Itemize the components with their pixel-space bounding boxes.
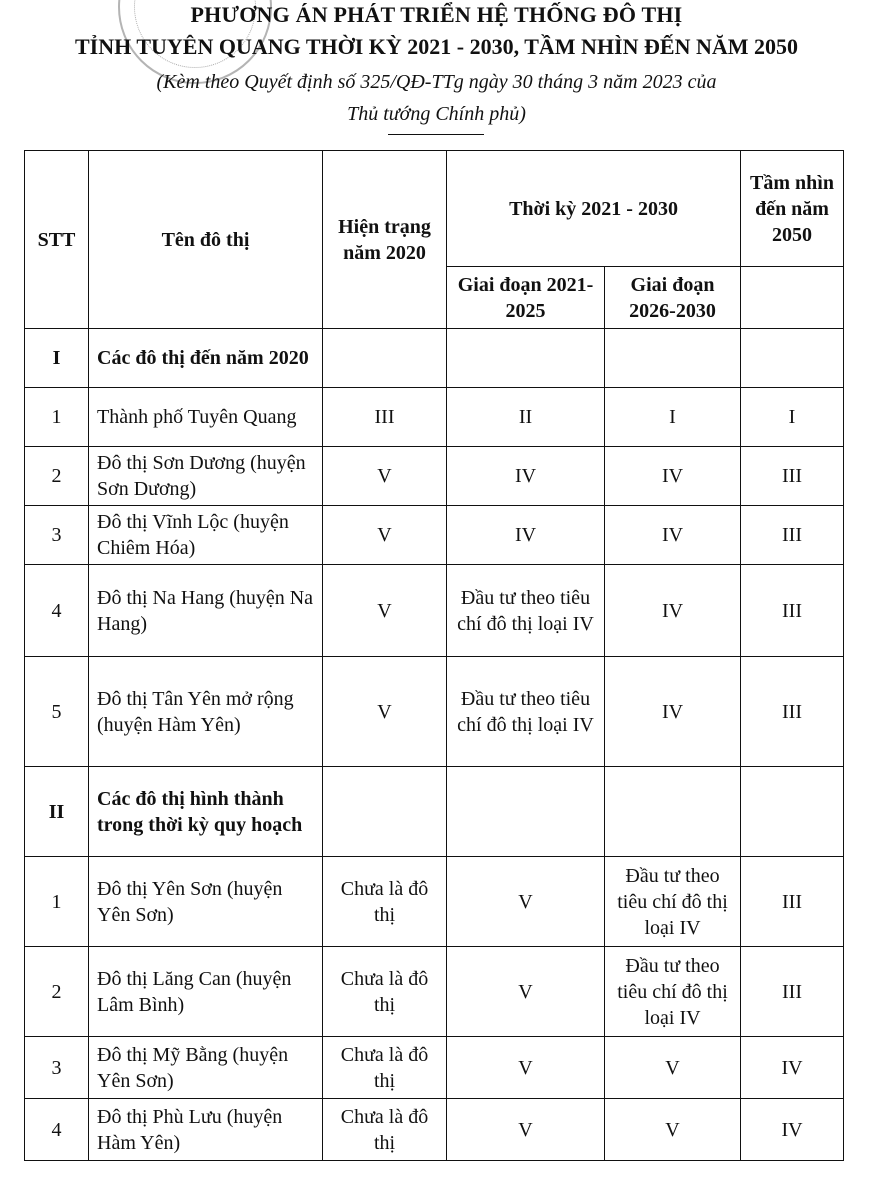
cell-phase2: IV xyxy=(605,447,741,506)
cell-vision: III xyxy=(741,506,844,565)
cell-name: Đô thị Tân Yên mở rộng (huyện Hàm Yên) xyxy=(89,657,323,767)
table-body xyxy=(25,329,844,1161)
header-period: Thời kỳ 2021 - 2030 xyxy=(447,151,741,267)
table-row xyxy=(25,657,844,767)
cell-vision: III xyxy=(741,857,844,947)
urban-system-table xyxy=(24,150,844,1161)
cell-phase1: Đầu tư theo tiêu chí đô thị loại IV xyxy=(447,657,605,767)
cell-phase2: Đầu tư theo tiêu chí đô thị loại IV xyxy=(605,857,741,947)
cell-phase2: V xyxy=(605,1099,741,1161)
header-name: Tên đô thị xyxy=(89,151,323,329)
cell-current: V xyxy=(323,447,447,506)
document-title-line2: TỈNH TUYÊN QUANG THỜI KỲ 2021 - 2030, TẦM NHÌN ĐẾN NĂM 2050 xyxy=(75,34,798,59)
cell-phase1: V xyxy=(447,947,605,1037)
table-row xyxy=(25,506,844,565)
cell-name: Thành phố Tuyên Quang xyxy=(89,388,323,447)
cell-phase2: IV xyxy=(605,565,741,657)
table-row xyxy=(25,388,844,447)
cell-stt: 3 xyxy=(25,506,89,565)
cell-phase2: I xyxy=(605,388,741,447)
empty-cell xyxy=(323,767,447,857)
document-subtitle xyxy=(0,66,873,130)
cell-name: Đô thị Mỹ Bằng (huyện Yên Sơn) xyxy=(89,1037,323,1099)
cell-current: V xyxy=(323,657,447,767)
section-name: Các đô thị đến năm 2020 xyxy=(89,329,323,388)
header-current: Hiện trạng năm 2020 xyxy=(323,151,447,329)
cell-stt: 1 xyxy=(25,857,89,947)
table-row xyxy=(25,447,844,506)
title-underline-rule xyxy=(388,134,484,135)
table-row xyxy=(25,947,844,1037)
cell-phase2: Đầu tư theo tiêu chí đô thị loại IV xyxy=(605,947,741,1037)
section-name: Các đô thị hình thành trong thời kỳ quy hoạch xyxy=(89,767,323,857)
empty-cell xyxy=(605,767,741,857)
cell-vision: III xyxy=(741,565,844,657)
cell-phase2: IV xyxy=(605,506,741,565)
cell-current: Chưa là đô thị xyxy=(323,1099,447,1161)
cell-phase2: V xyxy=(605,1037,741,1099)
cell-stt: 4 xyxy=(25,1099,89,1161)
cell-vision: IV xyxy=(741,1037,844,1099)
cell-name: Đô thị Phù Lưu (huyện Hàm Yên) xyxy=(89,1099,323,1161)
section-stt: I xyxy=(25,329,89,388)
cell-name: Đô thị Na Hang (huyện Na Hang) xyxy=(89,565,323,657)
cell-phase1: V xyxy=(447,1037,605,1099)
empty-cell xyxy=(741,767,844,857)
cell-stt: 4 xyxy=(25,565,89,657)
cell-vision: III xyxy=(741,447,844,506)
header-vision: Tầm nhìn đến năm 2050 xyxy=(741,151,844,267)
cell-current: Chưa là đô thị xyxy=(323,1037,447,1099)
cell-phase1: IV xyxy=(447,447,605,506)
cell-current: V xyxy=(323,506,447,565)
cell-phase1: IV xyxy=(447,506,605,565)
header-stt: STT xyxy=(25,151,89,329)
header-phase2: Giai đoạn 2026-2030 xyxy=(605,267,741,329)
cell-stt: 5 xyxy=(25,657,89,767)
table-row xyxy=(25,1099,844,1161)
table-header xyxy=(25,151,844,329)
header-phase1: Giai đoạn 2021-2025 xyxy=(447,267,605,329)
cell-phase1: Đầu tư theo tiêu chí đô thị loại IV xyxy=(447,565,605,657)
cell-current: Chưa là đô thị xyxy=(323,857,447,947)
cell-current: III xyxy=(323,388,447,447)
cell-phase1: II xyxy=(447,388,605,447)
cell-vision: III xyxy=(741,657,844,767)
empty-cell xyxy=(447,329,605,388)
cell-phase1: V xyxy=(447,857,605,947)
subtitle-line1: (Kèm theo Quyết định số 325/QĐ-TTg ngày 30 tháng 3 năm 2023 của xyxy=(156,71,717,93)
cell-name: Đô thị Yên Sơn (huyện Yên Sơn) xyxy=(89,857,323,947)
document-title-line1: PHƯƠNG ÁN PHÁT TRIỂN HỆ THỐNG ĐÔ THỊ xyxy=(190,2,683,27)
cell-stt: 2 xyxy=(25,947,89,1037)
section-row xyxy=(25,329,844,388)
cell-stt: 2 xyxy=(25,447,89,506)
cell-name: Đô thị Sơn Dương (huyện Sơn Dương) xyxy=(89,447,323,506)
header-vision-empty xyxy=(741,267,844,329)
table-row xyxy=(25,857,844,947)
cell-current: V xyxy=(323,565,447,657)
cell-name: Đô thị Vĩnh Lộc (huyện Chiêm Hóa) xyxy=(89,506,323,565)
cell-stt: 1 xyxy=(25,388,89,447)
cell-phase1: V xyxy=(447,1099,605,1161)
subtitle-line2: Thủ tướng Chính phủ) xyxy=(347,103,526,125)
empty-cell xyxy=(323,329,447,388)
cell-vision: I xyxy=(741,388,844,447)
cell-vision: III xyxy=(741,947,844,1037)
empty-cell xyxy=(605,329,741,388)
cell-stt: 3 xyxy=(25,1037,89,1099)
table-row xyxy=(25,565,844,657)
empty-cell xyxy=(447,767,605,857)
cell-name: Đô thị Lăng Can (huyện Lâm Bình) xyxy=(89,947,323,1037)
section-stt: II xyxy=(25,767,89,857)
table-row xyxy=(25,1037,844,1099)
cell-current: Chưa là đô thị xyxy=(323,947,447,1037)
section-row xyxy=(25,767,844,857)
cell-phase2: IV xyxy=(605,657,741,767)
empty-cell xyxy=(741,329,844,388)
cell-vision: IV xyxy=(741,1099,844,1161)
